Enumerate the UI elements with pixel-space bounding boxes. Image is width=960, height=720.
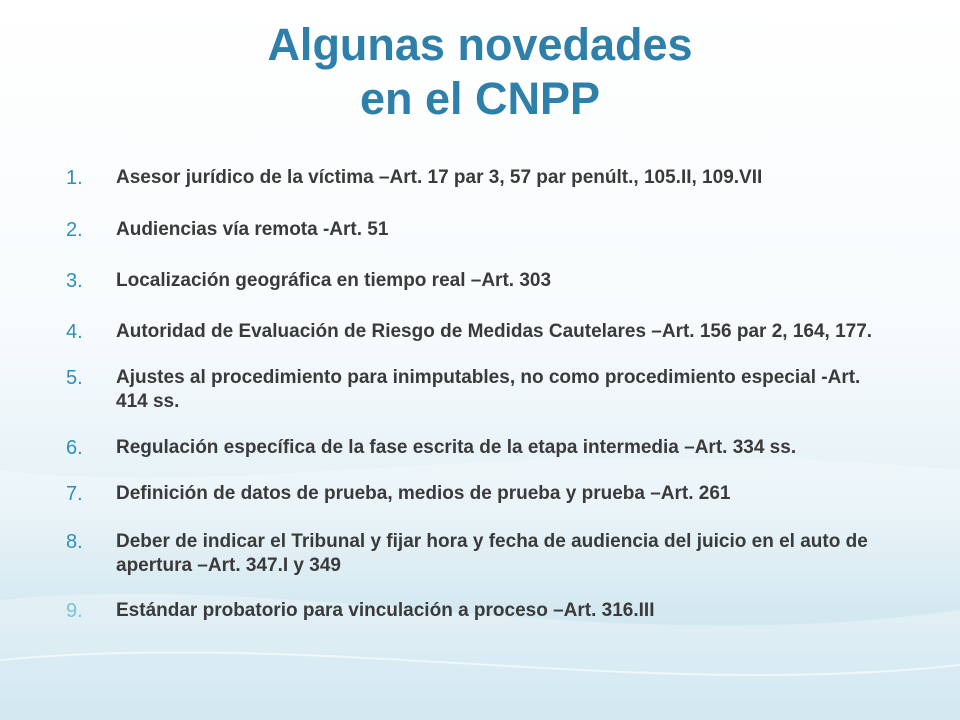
list-item [66, 530, 890, 578]
item-number: 6. [66, 437, 83, 459]
item-number: 5. [66, 367, 83, 389]
item-text: Definición de datos de prueba, medios de prueba y prueba –Art. 261 [116, 483, 731, 504]
list-item [66, 320, 890, 344]
list-item [66, 166, 890, 190]
title-line-2: en el CNPP [359, 73, 601, 124]
item-text: Ajustes al procedimiento para inimputables, no como procedimiento especial -Art. 414 ss. [116, 367, 861, 412]
list-item [66, 366, 890, 414]
slide-title [0, 18, 960, 126]
item-text: Localización geográfica en tiempo real –Art. 303 [116, 270, 552, 291]
list-item [66, 482, 890, 506]
list-item [66, 218, 890, 242]
list-item [66, 599, 890, 623]
title-line-1: Algunas novedades [267, 19, 693, 70]
item-text: Deber de indicar el Tribunal y fijar hora y fecha de audiencia del juicio en el auto de apertura –Art. 347.I y 349 [116, 531, 868, 576]
list-item [66, 436, 890, 460]
list-item [66, 269, 890, 293]
item-number: 2. [66, 219, 83, 241]
item-text: Asesor jurídico de la víctima –Art. 17 par 3, 57 par penúlt., 105.II, 109.VII [116, 167, 763, 188]
item-number: 7. [66, 483, 83, 505]
item-number: 1. [66, 167, 83, 189]
item-number: 8. [66, 531, 83, 553]
item-text: Autoridad de Evaluación de Riesgo de Medidas Cautelares –Art. 156 par 2, 164, 177. [116, 321, 873, 342]
novelties-list [66, 166, 890, 623]
item-number: 3. [66, 270, 83, 292]
item-number: 9. [66, 600, 83, 622]
item-text: Audiencias vía remota -Art. 51 [116, 219, 389, 240]
item-number: 4. [66, 321, 83, 343]
item-text: Estándar probatorio para vinculación a proceso –Art. 316.III [116, 600, 655, 621]
item-text: Regulación específica de la fase escrita de la etapa intermedia –Art. 334 ss. [116, 437, 797, 458]
